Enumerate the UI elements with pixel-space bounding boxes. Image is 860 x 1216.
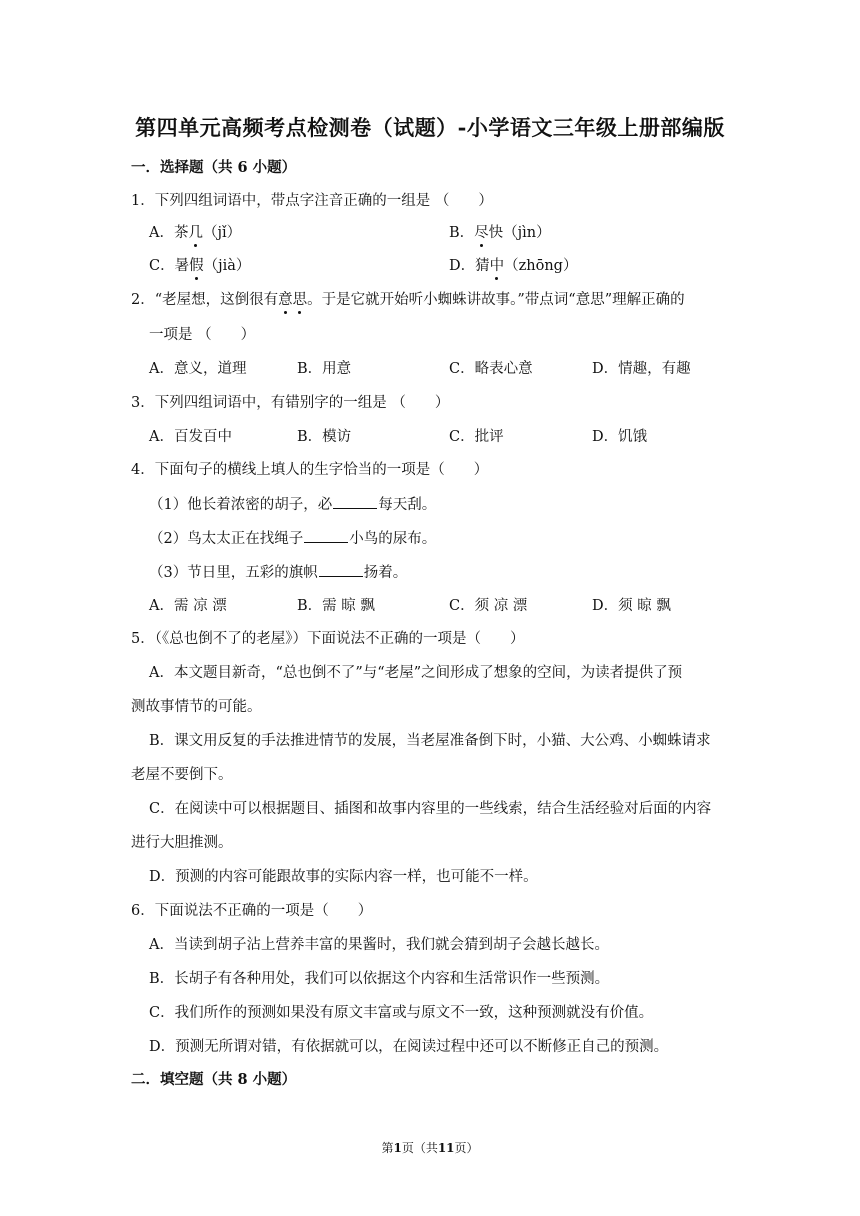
question-2-stem-continued: 一项是 （ ） [149, 327, 256, 343]
option-text: （jià） [203, 258, 251, 274]
question-1-option-d [449, 256, 577, 276]
question-5-option-c: C．在阅读中可以根据题目、插图和故事内容里的一些线索，结合生活经验对后面的内容 [149, 801, 712, 817]
question-4-sentence-2 [149, 528, 436, 549]
question-2-option-d: D．情趣，有趣 [592, 361, 691, 377]
option-text: （jǐ） [202, 225, 242, 241]
question-5-option-b: B．课文用反复的手法推进情节的发展，当老屋准备倒下时，小猫、大公鸡、小蜘蛛请求 [149, 733, 711, 749]
question-1-option-c [149, 256, 250, 276]
question-5-option-a-continued: 测故事情节的可能。 [131, 699, 262, 715]
option-text: 快（jìn） [488, 225, 551, 241]
question-2-stem [131, 290, 685, 310]
question-3-option-d: D．饥饿 [592, 429, 648, 445]
option-text: （zhōng） [504, 258, 578, 274]
question-3-option-a: A．百发百中 [149, 429, 232, 445]
question-5-option-b-continued: 老屋不要倒下。 [131, 767, 233, 783]
question-6-option-c: C．我们所作的预测如果没有原文丰富或与原文不一致，这种预测就没有价值。 [149, 1005, 654, 1021]
question-6-option-d: D．预测无所谓对错，有依据就可以，在阅读过程中还可以不断修正自己的预测。 [149, 1039, 669, 1055]
footer-text: 页） [454, 1141, 479, 1155]
sentence-text: （2）鸟太太正在找绳子 [149, 531, 304, 547]
emphasis-dot-char: 思 [292, 292, 308, 308]
stem-text: 2．“老屋想，这倒很有 [131, 292, 279, 308]
sentence-text: （1）他长着浓密的胡子，必 [149, 497, 333, 513]
question-4-option-b: B．需 晾 飘 [297, 598, 375, 614]
section-heading-choice: 一．选择题（共 6 小题） [131, 159, 297, 176]
sentence-text: （3）节日里，五彩的旗帜 [149, 565, 318, 581]
question-3-option-c: C．批评 [449, 429, 504, 445]
fill-blank [304, 528, 348, 543]
section-heading-fill: 二．填空题（共 8 小题） [131, 1071, 297, 1088]
question-5-stem: 5．（《总也倒不了的老屋》）下面说法不正确的一项是（ ） [131, 631, 525, 647]
footer-total-pages: 11 [437, 1141, 455, 1155]
question-4-option-c: C．须 凉 漂 [449, 598, 528, 614]
emphasis-dot-char: 假 [189, 258, 204, 274]
emphasis-dot-char: 几 [188, 225, 203, 241]
page-footer [0, 1139, 860, 1156]
question-6-option-b: B．长胡子有各种用处，我们可以依据这个内容和生活常识作一些预测。 [149, 971, 610, 987]
question-2-option-c: C．略表心意 [449, 361, 533, 377]
option-text: C．暑 [149, 258, 190, 274]
question-1-option-b [449, 223, 551, 243]
emphasis-dot-char: 尽 [474, 225, 489, 241]
sentence-text: 小鸟的尿布。 [349, 531, 437, 547]
question-5-option-d: D．预测的内容可能跟故事的实际内容一样，也可能不一样。 [149, 869, 538, 885]
footer-text: 页（共 [401, 1141, 438, 1155]
footer-page-number: 1 [393, 1141, 402, 1155]
question-5-option-c-continued: 进行大胆推测。 [131, 835, 233, 851]
fill-blank [319, 562, 363, 577]
emphasis-dot-char: 中 [489, 258, 505, 274]
question-2-option-b: B．用意 [297, 361, 352, 377]
question-4-option-d: D．须 晾 飘 [592, 598, 671, 614]
emphasis-dot-char: 意 [278, 292, 293, 308]
question-4-sentence-1 [149, 494, 436, 515]
option-text: D．猜 [449, 258, 490, 274]
stem-text: 。于是它就开始听小蜘蛛讲故事。”带点词“意思”理解正确的 [307, 292, 685, 308]
fill-blank [333, 494, 377, 509]
option-text: A．茶 [149, 225, 189, 241]
footer-text: 第 [381, 1141, 394, 1155]
question-1-stem: 1．下列四组词语中，带点字注音正确的一组是 （ ） [131, 193, 493, 209]
question-3-option-b: B．模访 [297, 429, 352, 445]
question-4-option-a: A．需 凉 漂 [149, 598, 227, 614]
question-5-option-a: A．本文题目新奇，“总也倒不了”与“老屋”之间形成了想象的空间，为读者提供了预 [149, 665, 683, 681]
question-6-stem: 6．下面说法不正确的一项是（ ） [131, 903, 373, 919]
question-3-stem: 3．下列四组词语中，有错别字的一组是 （ ） [131, 395, 450, 411]
sentence-text: 扬着。 [363, 565, 408, 581]
sentence-text: 每天刮。 [378, 497, 437, 513]
question-6-option-a: A．当读到胡子沾上营养丰富的果酱时，我们就会猜到胡子会越长越长。 [149, 937, 609, 953]
question-4-stem: 4．下面句子的横线上填人的生字恰当的一项是（ ） [131, 462, 489, 478]
question-4-sentence-3 [149, 562, 407, 583]
question-2-option-a: A．意义，道理 [149, 361, 247, 377]
option-text: B． [449, 225, 475, 241]
page-title: 第四单元高频考点检测卷（试题）-小学语文三年级上册部编版 [135, 115, 725, 140]
question-1-option-a [149, 223, 241, 243]
